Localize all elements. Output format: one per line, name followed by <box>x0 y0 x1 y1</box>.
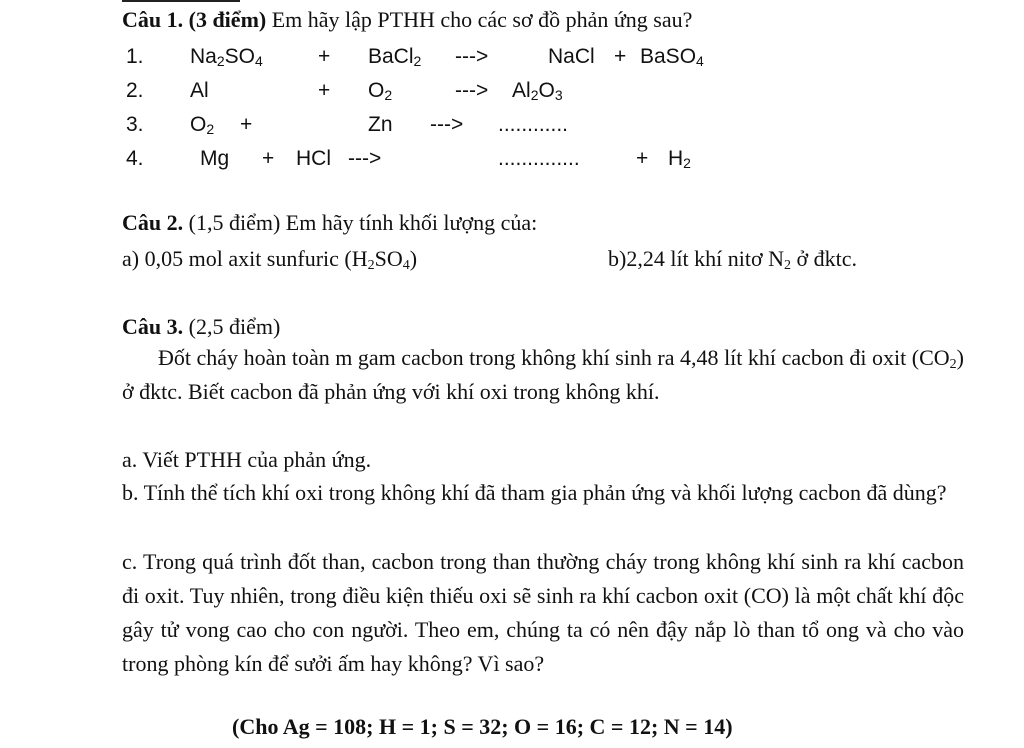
equation-1-term-2: BaCl$_2$ <box>368 45 422 69</box>
question-3-heading <box>122 313 280 341</box>
equation-3-term-2: Zn <box>368 113 393 136</box>
equation-1-term-1: $Na_2SO_4$ <box>190 45 263 69</box>
question-3-points: (2,5 điểm) <box>188 314 281 339</box>
equation-2-number: 2. <box>126 79 144 102</box>
equation-4-arrow: ---> <box>348 147 382 170</box>
question-3-part-b: b. Tính thể tích khí oxi trong không khí đã tham gia phản ứng và khối lượng cacbon đã dùng? <box>122 480 947 505</box>
equation-4-plus: + <box>262 147 275 170</box>
equation-4-plus-2: + <box>636 147 649 170</box>
equation-3-term-1: $O_2$ <box>190 113 215 137</box>
equation-2-term-2: $O_2$ <box>368 79 393 103</box>
equation-1-plus-2: + <box>614 45 627 68</box>
question-1-prompt: Em hãy lập PTHH cho các sơ đồ phản ứng sau? <box>271 7 693 32</box>
question-3-part-c: c. Trong quá trình đốt than, cacbon trong than thường cháy trong không khí sinh ra khí cacbon đi oxit. Tuy nhiên, trong điều kiện thiếu oxi sẽ sinh ra khí cacbon oxit (CO) là một chất khí độc gây tử vong cao cho con người. Theo em, chúng ta có nên đậy nắp lò than tổ ong và cho vào trong phòng kín để sưởi ấm hay không? Vì sao? <box>122 549 964 676</box>
equation-3-number: 3. <box>126 113 144 136</box>
question-3-paragraph: Đốt cháy hoàn toàn m gam cacbon trong không khí sinh ra 4,48 lít khí cacbon đi oxit $(CO_2)$ ở đktc. Biết cacbon đã phản ứng với khí oxi trong không khí. <box>122 345 964 404</box>
equation-4-product: $H_2$ <box>668 147 691 171</box>
equation-1-product-1: NaCl <box>548 45 595 68</box>
equation-4-term-2: HCl <box>296 147 331 170</box>
equation-3-blank: ............ <box>498 113 569 136</box>
question-1-label: Câu 1. <box>122 7 184 32</box>
question-3-label: Câu 3. <box>122 314 184 339</box>
question-2-heading <box>122 209 537 237</box>
equation-1-arrow: ---> <box>455 45 489 68</box>
question-2-points: (1,5 điểm) <box>188 210 281 235</box>
question-2-part-b: b)2,24 lít khí nitơ $N_2$ ở đktc. <box>608 246 858 273</box>
atomic-masses-note: (Cho Ag = 108; H = 1; S = 32; O = 16; C = 12; N = 14) <box>232 714 733 739</box>
equation-1-plus: + <box>318 45 331 68</box>
question-2-part-a: a) 0,05 mol axit sunfuric $(H_2SO_4)$ <box>122 246 418 273</box>
top-rule <box>122 0 240 2</box>
equation-3-plus: + <box>240 113 253 136</box>
equation-3-arrow: ---> <box>430 113 464 136</box>
equation-2-term-1: Al <box>190 79 209 102</box>
question-2-label: Câu 2. <box>122 210 184 235</box>
equation-4-term-1: Mg <box>200 147 230 170</box>
equation-2-product: $Al_2O_3$ <box>512 79 563 103</box>
equation-1-product-2: BaSO$_4$ <box>640 45 704 69</box>
question-1-points: (3 điểm) <box>188 7 267 32</box>
equation-4-number: 4. <box>126 147 144 170</box>
equation-1-number: 1. <box>126 45 144 68</box>
question-1-heading <box>122 6 692 34</box>
question-2-prompt: Em hãy tính khối lượng của: <box>285 210 538 235</box>
equation-2-plus: + <box>318 79 331 102</box>
equation-4-blank: .............. <box>498 147 580 170</box>
question-3-part-a: a. Viết PTHH của phản ứng. <box>122 447 372 472</box>
equation-2-arrow: ---> <box>455 79 489 102</box>
